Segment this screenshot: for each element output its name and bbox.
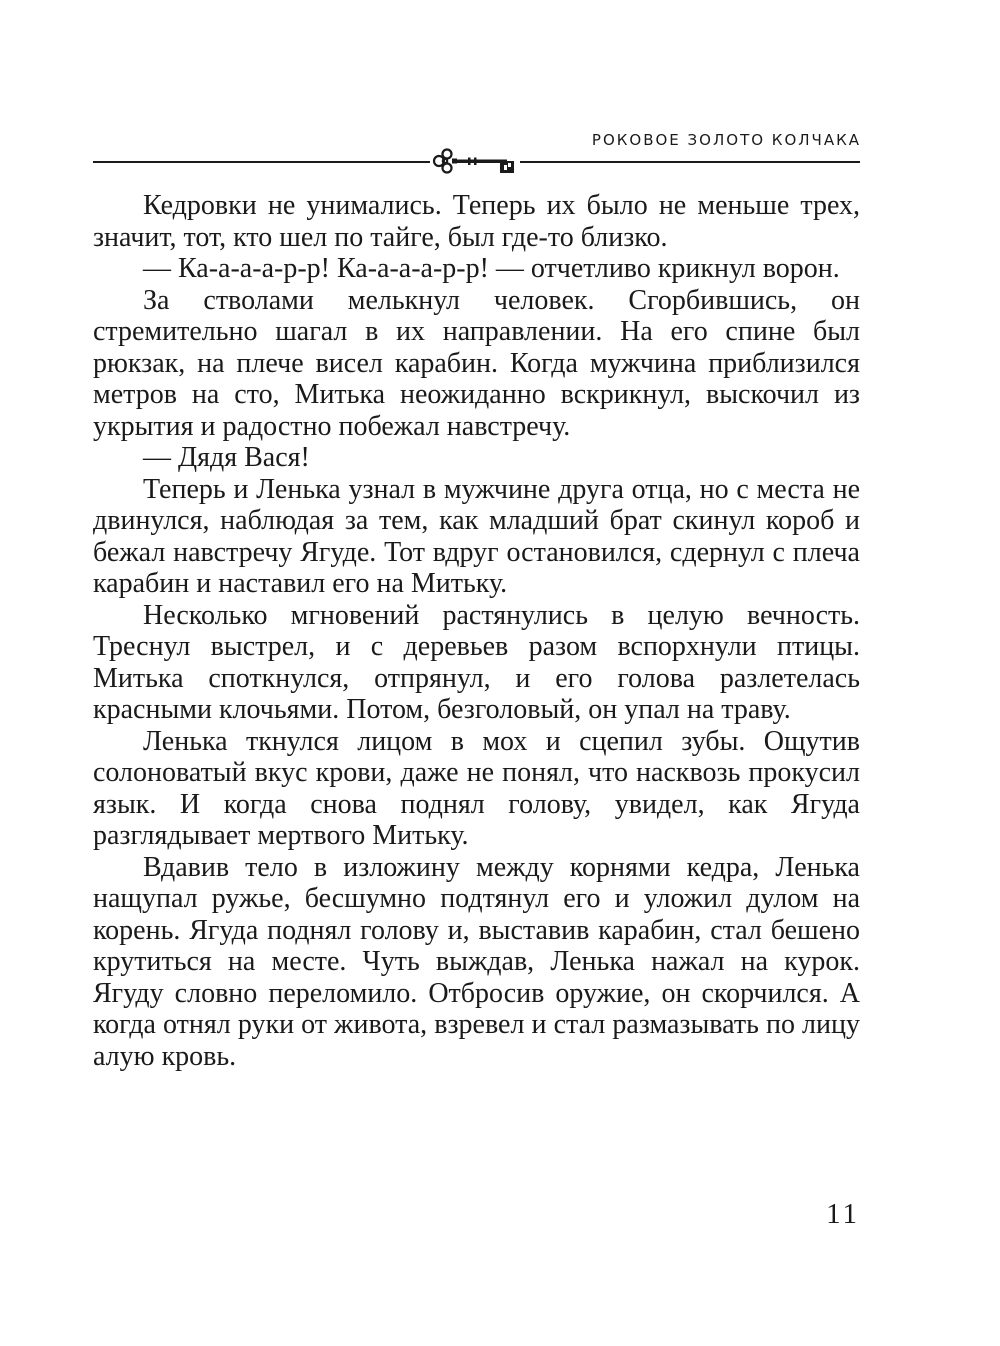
paragraph: — Ка-а-а-а-р-р! Ка-а-а-а-р-р! — отчетливо крикнул ворон. — [143, 253, 840, 284]
paragraph: Теперь и Ленька узнал в мужчине друга отца, но с места не двинулся, наблюдая за тем, как младший брат скинул короб и бежал навстречу Ягуде. Тот вдруг остановился, сдернул с плеча карабин и наставил его на Митьку. — [93, 473, 860, 599]
running-title: РОКОВОЕ ЗОЛОТО КОЛЧАКА — [591, 131, 861, 149]
header-rule-right — [520, 161, 860, 163]
paragraph: За стволами мелькнул человек. Сгорбившись, он стремительно шагал в их направлении. На его спине был рюкзак, на плече висел карабин. Когда мужчина приблизился метров на сто, Митька неожиданно вскрикнул, выскочил из укрытия и радостно побежал навстречу. — [93, 284, 860, 442]
paragraph: Вдавив тело в изложину между корнями кедра, Ленька нащупал ружье, бесшумно подтянул его и уложил дулом на корень. Ягуда поднял голову и, выставив карабин, стал бешено крутиться на месте. Чуть выждав, Ленька нажал на курок. Ягуду словно переломило. Отбросив оружие, он скорчился. А когда отнял руки от живота, взревел и стал размазывать по лицу алую кровь. — [93, 851, 860, 1072]
page-number: 11 — [826, 1198, 860, 1230]
body-text — [93, 190, 860, 1072]
key-icon — [430, 146, 522, 176]
paragraph: Несколько мгновений растянулись в целую вечность. Треснул выстрел, и с деревьев разом вспорхнули птицы. Митька споткнулся, отпрянул, и его голова разлетелась красными клочьями. Потом, безголовый, он упал на траву. — [93, 599, 860, 725]
paragraph: Кедровки не унимались. Теперь их было не меньше трех, значит, тот, кто шел по тайге, был где-то близко. — [93, 190, 860, 253]
paragraph: — Дядя Вася! — [143, 442, 310, 473]
header-rule-left — [93, 161, 430, 163]
paragraph: Ленька ткнулся лицом в мох и сцепил зубы. Ощутив солоноватый вкус крови, даже не понял, что насквозь прокусил язык. И когда снова поднял голову, увидел, как Ягуда разглядывает мертвого Митьку. — [93, 725, 860, 851]
